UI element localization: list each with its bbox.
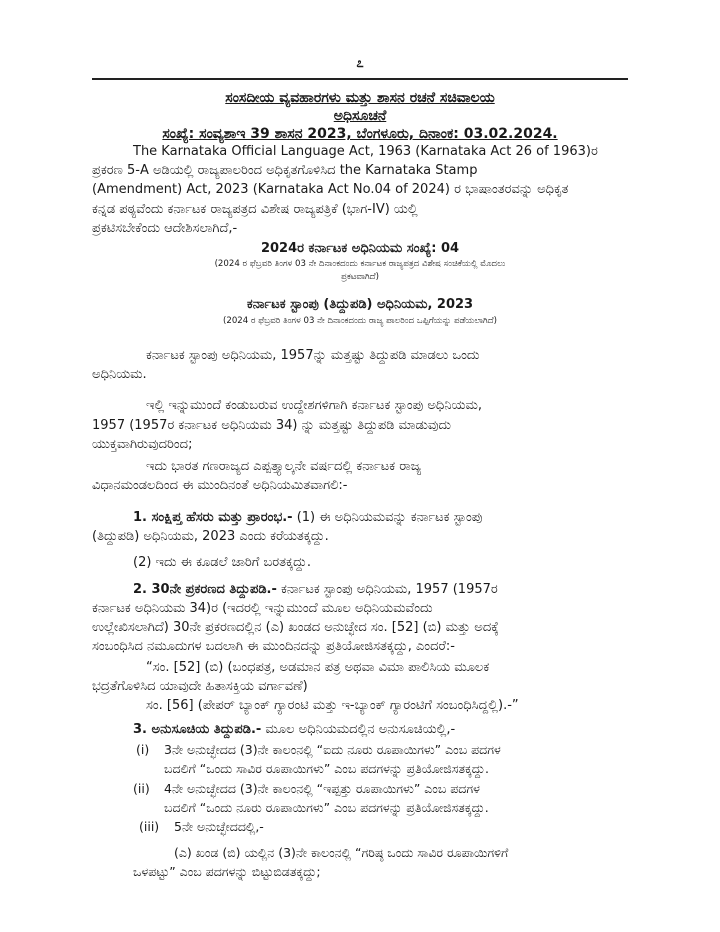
section-2-line: ಕರ್ನಾಟಕ ಅಧಿನಿಯಮ 34)ರ (ಇದರಲ್ಲಿ ಇನ್ನುಮುಂದೆ ಮೂಲ ಅಧಿನಿಯಮವೆಂದು [92, 601, 433, 616]
notification-title: ಅಧಿಸೂಚನೆ [333, 108, 387, 124]
page-number: ೭ [356, 56, 364, 71]
section-1-text: (ತಿದ್ದುಪಡಿ) ಅಧಿನಿಯಮ, 2023 ಎಂದು ಕರೆಯತಕ್ಕದ್ದು. [92, 529, 329, 544]
section-2-line: ಉಲ್ಲೇಖಿಸಲಾಗಿದೆ) 30ನೇ ಪ್ರಕರಣದಲ್ಲಿನ (ಎ) ಖಂಡದ ಅನುಚ್ಛೇದ ಸಂ. [52] (ಬಿ) ಮತ್ತು ಅದಕ್ಕೆ [92, 620, 499, 635]
sub-clause: (ಎ) ಖಂಡ (ಬಿ) ಯಲ್ಲಿನ (3)ನೇ ಕಾಲಂನಲ್ಲಿ “ಗರಿಷ್ಠ ಒಂದು ಸಾವಿರ ರೂಪಾಯಿಗಳಿಗೆ [174, 845, 509, 860]
whereas-line: ಯುಕ್ತವಾಗಿರುವುದರಿಂದ; [92, 437, 193, 452]
item-text: ಬದಲಿಗೆ “ಒಂದು ಸಾವಿರ ರೂಪಾಯಿಗಳು” ಎಂಬ ಪದಗಳನ್ನು ಪ್ರತಿಯೋಜಿಸತಕ್ಕದ್ದು. [164, 761, 489, 776]
item-marker: (iii) [139, 819, 160, 834]
section-3-heading: 3. ಅನುಸೂಚಿಯ ತಿದ್ದುಪಡಿ.- [133, 722, 262, 737]
enactment-line: ಇದು ಭಾರತ ಗಣರಾಜ್ಯದ ಎಪ್ಪತ್ತ್ಯಾಲ್ಕನೇ ವರ್ಷದಲ್ಲಿ ಕರ್ನಾಟಕ ರಾಜ್ಯ [146, 459, 422, 474]
act-title-note: (2024 ರ ಫೆಬ್ರವರಿ ತಿಂಗಳ 03 ನೇ ದಿನಾಂಕದಂದು ರಾಜ್ಯ ಪಾಲರಿಂದ ಒಪ್ಪಿಗೆಯನ್ನು ಪಡೆಯಲಾಗಿದೆ) [223, 316, 497, 326]
sub-clause: ಒಳಪಟ್ಟು” ಎಂಬ ಪದಗಳನ್ನು ಬಿಟ್ಟುಬಿಡತಕ್ಕದ್ದು; [133, 864, 321, 879]
preamble-line: ಪ್ರಕಟಿಸಬೇಕೆಂದು ಆದೇಶಿಸಲಾಗಿದೆ,- [92, 221, 238, 236]
enactment-line: ವಿಧಾನಮಂಡಲದಿಂದ ಈ ಮುಂದಿನಂತೆ ಅಧಿನಿಯಮಿತವಾಗಲಿ:- [92, 478, 348, 493]
preamble-line: The Karnataka Official Language Act, 1963 (Karnataka Act 26 of 1963)ರ [133, 144, 598, 159]
section-1-heading: 1. ಸಂಕ್ಷಿಪ್ತ ಹೆಸರು ಮತ್ತು ಪ್ರಾರಂಭ.- [133, 510, 293, 525]
item-marker: (ii) [133, 781, 150, 796]
intro-line: ಕರ್ನಾಟಕ ಸ್ಟಾಂಪು ಅಧಿನಿಯಮ, 1957ನ್ನು ಮತ್ತಷ್ಟು ತಿದ್ದುಪಡಿ ಮಾಡಲು ಒಂದು [146, 348, 480, 363]
section-1-text: (1) ಈ ಅಧಿನಿಯಮವನ್ನು ಕರ್ನಾಟಕ ಸ್ಟಾಂಪು [292, 510, 483, 525]
section-3 [133, 722, 455, 737]
preamble-line: (Amendment) Act, 2023 (Karnataka Act No.04 of 2024) ರ ಭಾಷಾಂತರವನ್ನು ಅಧಿಕೃತ [92, 182, 569, 197]
item-text: ಬದಲಿಗೆ “ಒಂದು ನೂರು ರೂಪಾಯಿಗಳು” ಎಂಬ ಪದಗಳನ್ನು ಪ್ರತಿಯೋಜಿಸತಕ್ಕದ್ದು. [164, 800, 489, 815]
intro-line: ಅಧಿನಿಯಮ. [92, 367, 147, 382]
section-2-line: ಸಂಬಂಧಿಸಿದ ನಮೂದುಗಳ ಬದಲಾಗಿ ಈ ಮುಂದಿನದನ್ನು ಪ್ರತಿಯೋಜಿಸತಕ್ಕದ್ದು, ಎಂದರೆ:- [92, 639, 455, 654]
section-2 [133, 582, 498, 597]
item-text: 3ನೇ ಅನುಚ್ಛೇದದ (3)ನೇ ಕಾಲಂನಲ್ಲಿ “ಐದು ನೂರು ರೂಪಾಯಿಗಳು” ಎಂಬ ಪದಗಳ [164, 742, 501, 757]
section-2-quote: ಭದ್ರತೆಗೊಳಿಸಿದ ಯಾವುದೇ ಹಿತಾಸಕ್ತಿಯ ವರ್ಗಾವಣೆ) [92, 679, 308, 694]
secretariat-title: ಸಂಸದೀಯ ವ್ಯವಹಾರಗಳು ಮತ್ತು ಶಾಸನ ರಚನೆ ಸಚಿವಾಲಯ [225, 90, 495, 106]
section-2-quote: ಸಂ. [56] (ಪೇಪರ್ ಬ್ಯಾಂಕ್ ಗ್ಯಾರಂಟಿ ಮತ್ತು ಇ-ಬ್ಯಾಂಕ್ ಗ್ಯಾರಂಟಿಗೆ ಸಂಬಂಧಿಸಿದ್ದಲ್ಲಿ).-” [146, 698, 519, 713]
item-text: 4ನೇ ಅನುಚ್ಛೇದದ (3)ನೇ ಕಾಲಂನಲ್ಲಿ “ಇಪ್ಪತ್ತು ರೂಪಾಯಿಗಳು” ಎಂಬ ಪದಗಳ [164, 781, 480, 796]
item-text: 5ನೇ ಅನುಚ್ಛೇದದಲ್ಲಿ,- [174, 819, 264, 834]
header-rule [92, 78, 628, 80]
preamble-line: ಪ್ರಕರಣ 5-A ಅಡಿಯಲ್ಲಿ ರಾಜ್ಯಪಾಲರಿಂದ ಅಧಿಕೃತಗೊಳಿಸಿದ the Karnataka Stamp [92, 163, 478, 178]
whereas-line: 1957 (1957ರ ಕರ್ನಾಟಕ ಅಧಿನಿಯಮ 34) ನ್ನು ಮತ್ತಷ್ಟು ತಿದ್ದುಪಡಿ ಮಾಡುವುದು [92, 418, 452, 433]
act-number-note: ಪ್ರಕಟವಾಗಿದೆ) [341, 272, 379, 282]
preamble-line: ಕನ್ನಡ ಪಠ್ಯವೆಂದು ಕರ್ನಾಟಕ ರಾಜ್ಯಪತ್ರದ ವಿಶೇಷ ರಾಜ್ಯಪತ್ರಿಕೆ (ಭಾಗ-IV) ಯಲ್ಲಿ [92, 202, 418, 217]
act-number: 2024ರ ಕರ್ನಾಟಕ ಅಧಿನಿಯಮ ಸಂಖ್ಯೆ: 04 [260, 241, 460, 256]
section-1 [133, 510, 482, 525]
act-number-note: (2024 ರ ಫೆಬ್ರವರಿ ತಿಂಗಳ 03 ನೇ ದಿನಾಂಕದಂದು ಕರ್ನಾಟಕ ರಾಜ್ಯಪತ್ರದ ವಿಶೇಷ ಸಂಚಿಕೆಯಲ್ಲಿ ಮೊದಲು [214, 259, 506, 269]
act-title: ಕರ್ನಾಟಕ ಸ್ಟಾಂಪು (ತಿದ್ದುಪಡಿ) ಅಧಿನಿಯಮ, 2023 [246, 297, 474, 312]
notification-reference: ಸಂಖ್ಯೆ: ಸಂವ್ಯಶಾಇ 39 ಶಾಸನ 2023, ಬೆಂಗಳೂರು, ದಿನಾಂಕ: 03.02.2024. [162, 126, 558, 142]
section-2-heading: 2. 30ನೇ ಪ್ರಕರಣದ ತಿದ್ದುಪಡಿ.- [133, 582, 277, 597]
section-1-clause-2: (2) ಇದು ಈ ಕೂಡಲೆ ಜಾರಿಗೆ ಬರತಕ್ಕದ್ದು. [133, 555, 311, 570]
whereas-line: ಇಲ್ಲಿ ಇನ್ನುಮುಂದೆ ಕಂಡುಬರುವ ಉದ್ದೇಶಗಳಿಗಾಗಿ ಕರ್ನಾಟಕ ಸ್ಟಾಂಪು ಅಧಿನಿಯಮ, [146, 398, 482, 413]
section-2-text: ಕರ್ನಾಟಕ ಸ್ಟಾಂಪು ಅಧಿನಿಯಮ, 1957 (1957ರ [276, 582, 498, 597]
section-2-quote: “ಸಂ. [52] (ಬಿ) (ಬಂಧಪತ್ರ, ಅಡಮಾನ ಪತ್ರ ಅಥವಾ ವಿಮಾ ಪಾಲಿಸಿಯ ಮೂಲಕ [146, 660, 490, 675]
item-marker: (i) [136, 742, 150, 757]
section-3-text: ಮೂಲ ಅಧಿನಿಯಮದಲ್ಲಿನ ಅನುಸೂಚಿಯಲ್ಲಿ,- [261, 722, 456, 737]
